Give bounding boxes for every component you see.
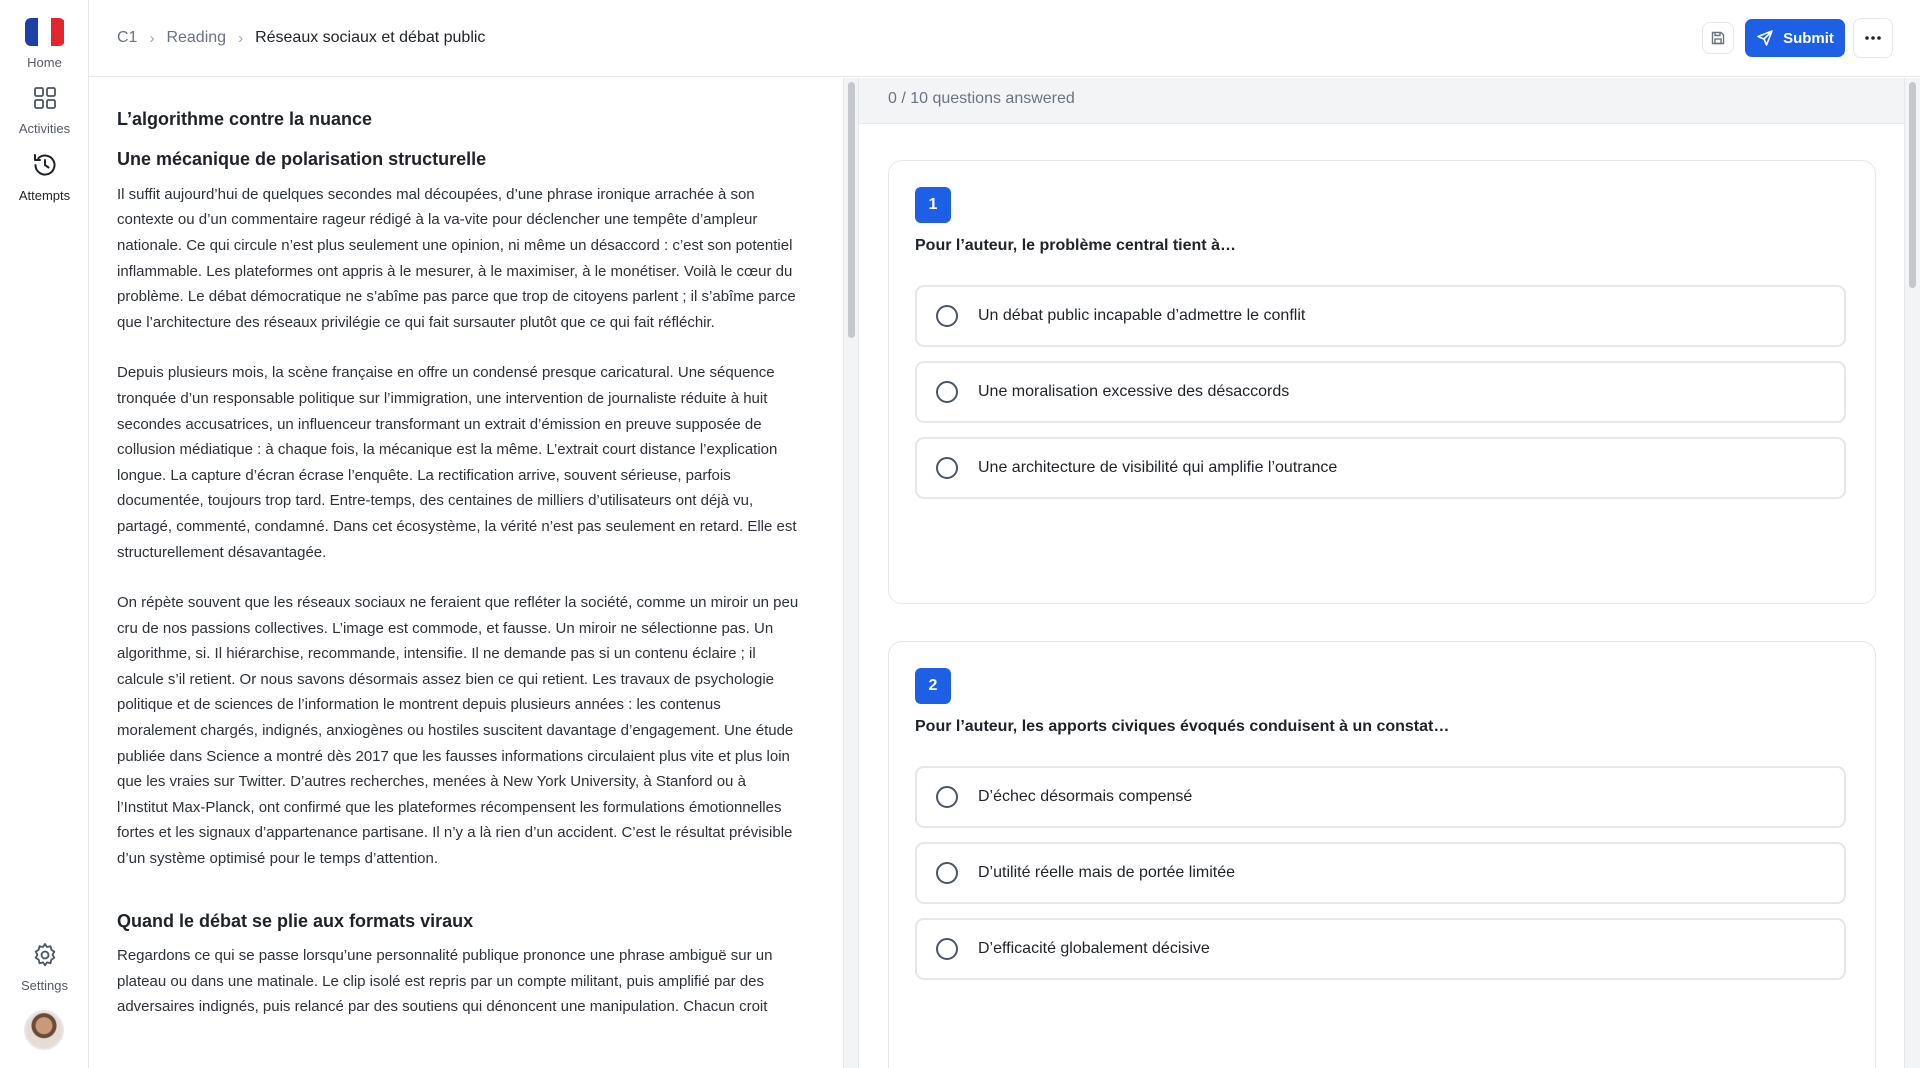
- scrollbar-thumb[interactable]: [1909, 82, 1916, 288]
- breadcrumb-section[interactable]: Reading: [166, 29, 227, 46]
- answer-option[interactable]: [915, 766, 1846, 828]
- save-draft-button[interactable]: [1702, 22, 1734, 54]
- answer-option[interactable]: [915, 437, 1846, 499]
- more-options-button[interactable]: [1853, 18, 1893, 58]
- question-card: [888, 160, 1876, 604]
- chevron-right-icon: ›: [149, 29, 155, 47]
- gear-icon: [31, 941, 59, 969]
- chevron-right-icon: ›: [238, 29, 244, 47]
- send-icon: [1756, 29, 1774, 47]
- section-heading: Une mécanique de polarisation structurelle: [117, 149, 487, 170]
- radio-icon[interactable]: [936, 938, 958, 960]
- reading-scrollbar[interactable]: [843, 78, 859, 1068]
- nav-settings[interactable]: [0, 941, 89, 993]
- answer-option[interactable]: [915, 361, 1846, 423]
- breadcrumb: [117, 29, 485, 47]
- radio-icon[interactable]: [936, 786, 958, 808]
- question-prompt: Pour l’auteur, les apports civiques évoqués conduisent à un constat…: [915, 718, 1450, 735]
- article-paragraph: Depuis plusieurs mois, la scène française en offre un condensé presque caricatural. Une séquence tronquée d’un responsable politique sur l’immigration, une intervention de journaliste réduite à huit secondes accusatrices, un influenceur transformant un extrait d’émission en preuve supposée de collusion médiatique : à chaque fois, la mécanique est la même. L’extrait court distance l’explication longue. La capture d’écran écrase l’enquête. La rectification arrive, souvent sérieuse, parfois documentée, toujours trop tard. Entre-temps, des centaines de milliers d’utilisateurs ont déjà vu, partagé, commenté, condamné. Dans cet écosystème, la vérité n’est pas seulement en retard. Elle est structurellement désavantagée.: [117, 364, 797, 561]
- article-title: L’algorithme contre la nuance: [117, 109, 373, 129]
- top-header: [89, 0, 1920, 77]
- radio-icon[interactable]: [936, 862, 958, 884]
- question-number: 2: [915, 668, 951, 704]
- history-icon: [31, 151, 59, 179]
- questions-scrollbar[interactable]: [1904, 78, 1920, 1068]
- submit-button[interactable]: [1745, 19, 1845, 57]
- radio-icon[interactable]: [936, 381, 958, 403]
- article-paragraph: Il suffit aujourd’hui de quelques secondes mal découpées, d’une phrase ironique arrachée à son contexte ou d’un commentaire rageur rédigé à la va-vite pour déclencher une tempête d’ampleur nationale. Ce qui circule n’est plus seulement une opinion, ni même un désaccord : c’est son potentiel inflammable. Les plateformes ont appris à le mesurer, à le maximiser, à le monétiser. Voilà le cœur du problème. Le débat démocratique ne s’abîme pas parce que trop de citoyens parlent ; il s’abîme parce que l’architecture des réseaux privilégie ce qui fait sursauter plutôt que ce qui fait réfléchir.: [117, 185, 796, 331]
- french-flag-icon: [25, 18, 65, 46]
- breadcrumb-level[interactable]: C1: [117, 29, 138, 46]
- ellipsis-icon: [1864, 35, 1882, 41]
- answer-option[interactable]: [915, 842, 1846, 904]
- answer-option[interactable]: [915, 285, 1846, 347]
- reading-pane: [89, 78, 843, 1068]
- nav-attempts[interactable]: [0, 151, 89, 203]
- option-label: Une architecture de visibilité qui amplifie l’outrance: [978, 459, 1338, 476]
- option-label: D’efficacité globalement décisive: [978, 940, 1210, 957]
- sidebar: [0, 0, 89, 1068]
- question-card: [888, 641, 1876, 1068]
- questions-pane: [859, 78, 1904, 1068]
- nav-home[interactable]: [0, 18, 89, 70]
- question-number: 1: [915, 187, 951, 223]
- option-label: Une moralisation excessive des désaccords: [978, 383, 1290, 400]
- submit-label: Submit: [1783, 29, 1834, 47]
- answer-option[interactable]: [915, 918, 1846, 980]
- article-paragraph: On répète souvent que les réseaux sociaux ne feraient que refléter la société, comme un miroir un peu cru de nos passions collectives. L’image est commode, et fausse. Un miroir ne sélectionne pas. Un algorithme, si. Il hiérarchise, recommande, intensifie. Il ne demande pas si un contenu éclaire ; il calcule s’il retient. Or nous savons désormais assez bien ce qui retient. Les travaux de psychologie politique et de sciences de l’information le montrent depuis plusieurs années : les contenus moralement chargés, indignés, anxiogènes ou hostiles suscitent davantage d’engagement. Une étude publiée dans Science a montré dès 2017 que les fausses informations circulaient plus vite et plus loin que les vraies sur Twitter. D’autres recherches, menées à New York University, à Stanford ou à l’Institut Max-Planck, ont confirmé que les plateformes récompensent les formulations émotionnelles fortes et les signaux d’appartenance partisane. Il n’y a là rien d’un accident. C’est le résultat prévisible d’un système optimisé pour le temps d’attention.: [117, 594, 799, 868]
- radio-icon[interactable]: [936, 457, 958, 479]
- option-label: D’utilité réelle mais de portée limitée: [978, 864, 1235, 881]
- scrollbar-thumb[interactable]: [848, 82, 855, 338]
- breadcrumb-current: Réseaux sociaux et débat public: [255, 29, 486, 46]
- nav-home-label: Home: [27, 55, 62, 70]
- nav-attempts-label: Attempts: [18, 188, 71, 203]
- nav-activities[interactable]: [0, 84, 89, 136]
- article-paragraph: Regardons ce qui se passe lorsqu’une personnalité publique prononce une phrase ambiguë sur un plateau ou dans une matinale. Le clip isolé est repris par un compte militant, puis amplifié par des adversaires indignés, puis relancé par des soutiens qui dénoncent une manipulation. Chacun croit: [117, 947, 773, 1016]
- option-label: Un débat public incapable d’admettre le conflit: [978, 307, 1306, 324]
- grid-icon: [31, 84, 59, 112]
- progress-text: 0 / 10 questions answered: [859, 78, 1904, 124]
- radio-icon[interactable]: [936, 305, 958, 327]
- section-heading: Quand le débat se plie aux formats viraux: [117, 910, 474, 931]
- save-icon: [1710, 30, 1726, 46]
- option-label: D’échec désormais compensé: [978, 788, 1193, 805]
- nav-activities-label: Activities: [18, 121, 71, 136]
- question-prompt: Pour l’auteur, le problème central tient à…: [915, 237, 1236, 254]
- nav-settings-label: Settings: [21, 978, 68, 993]
- avatar[interactable]: [24, 1010, 64, 1050]
